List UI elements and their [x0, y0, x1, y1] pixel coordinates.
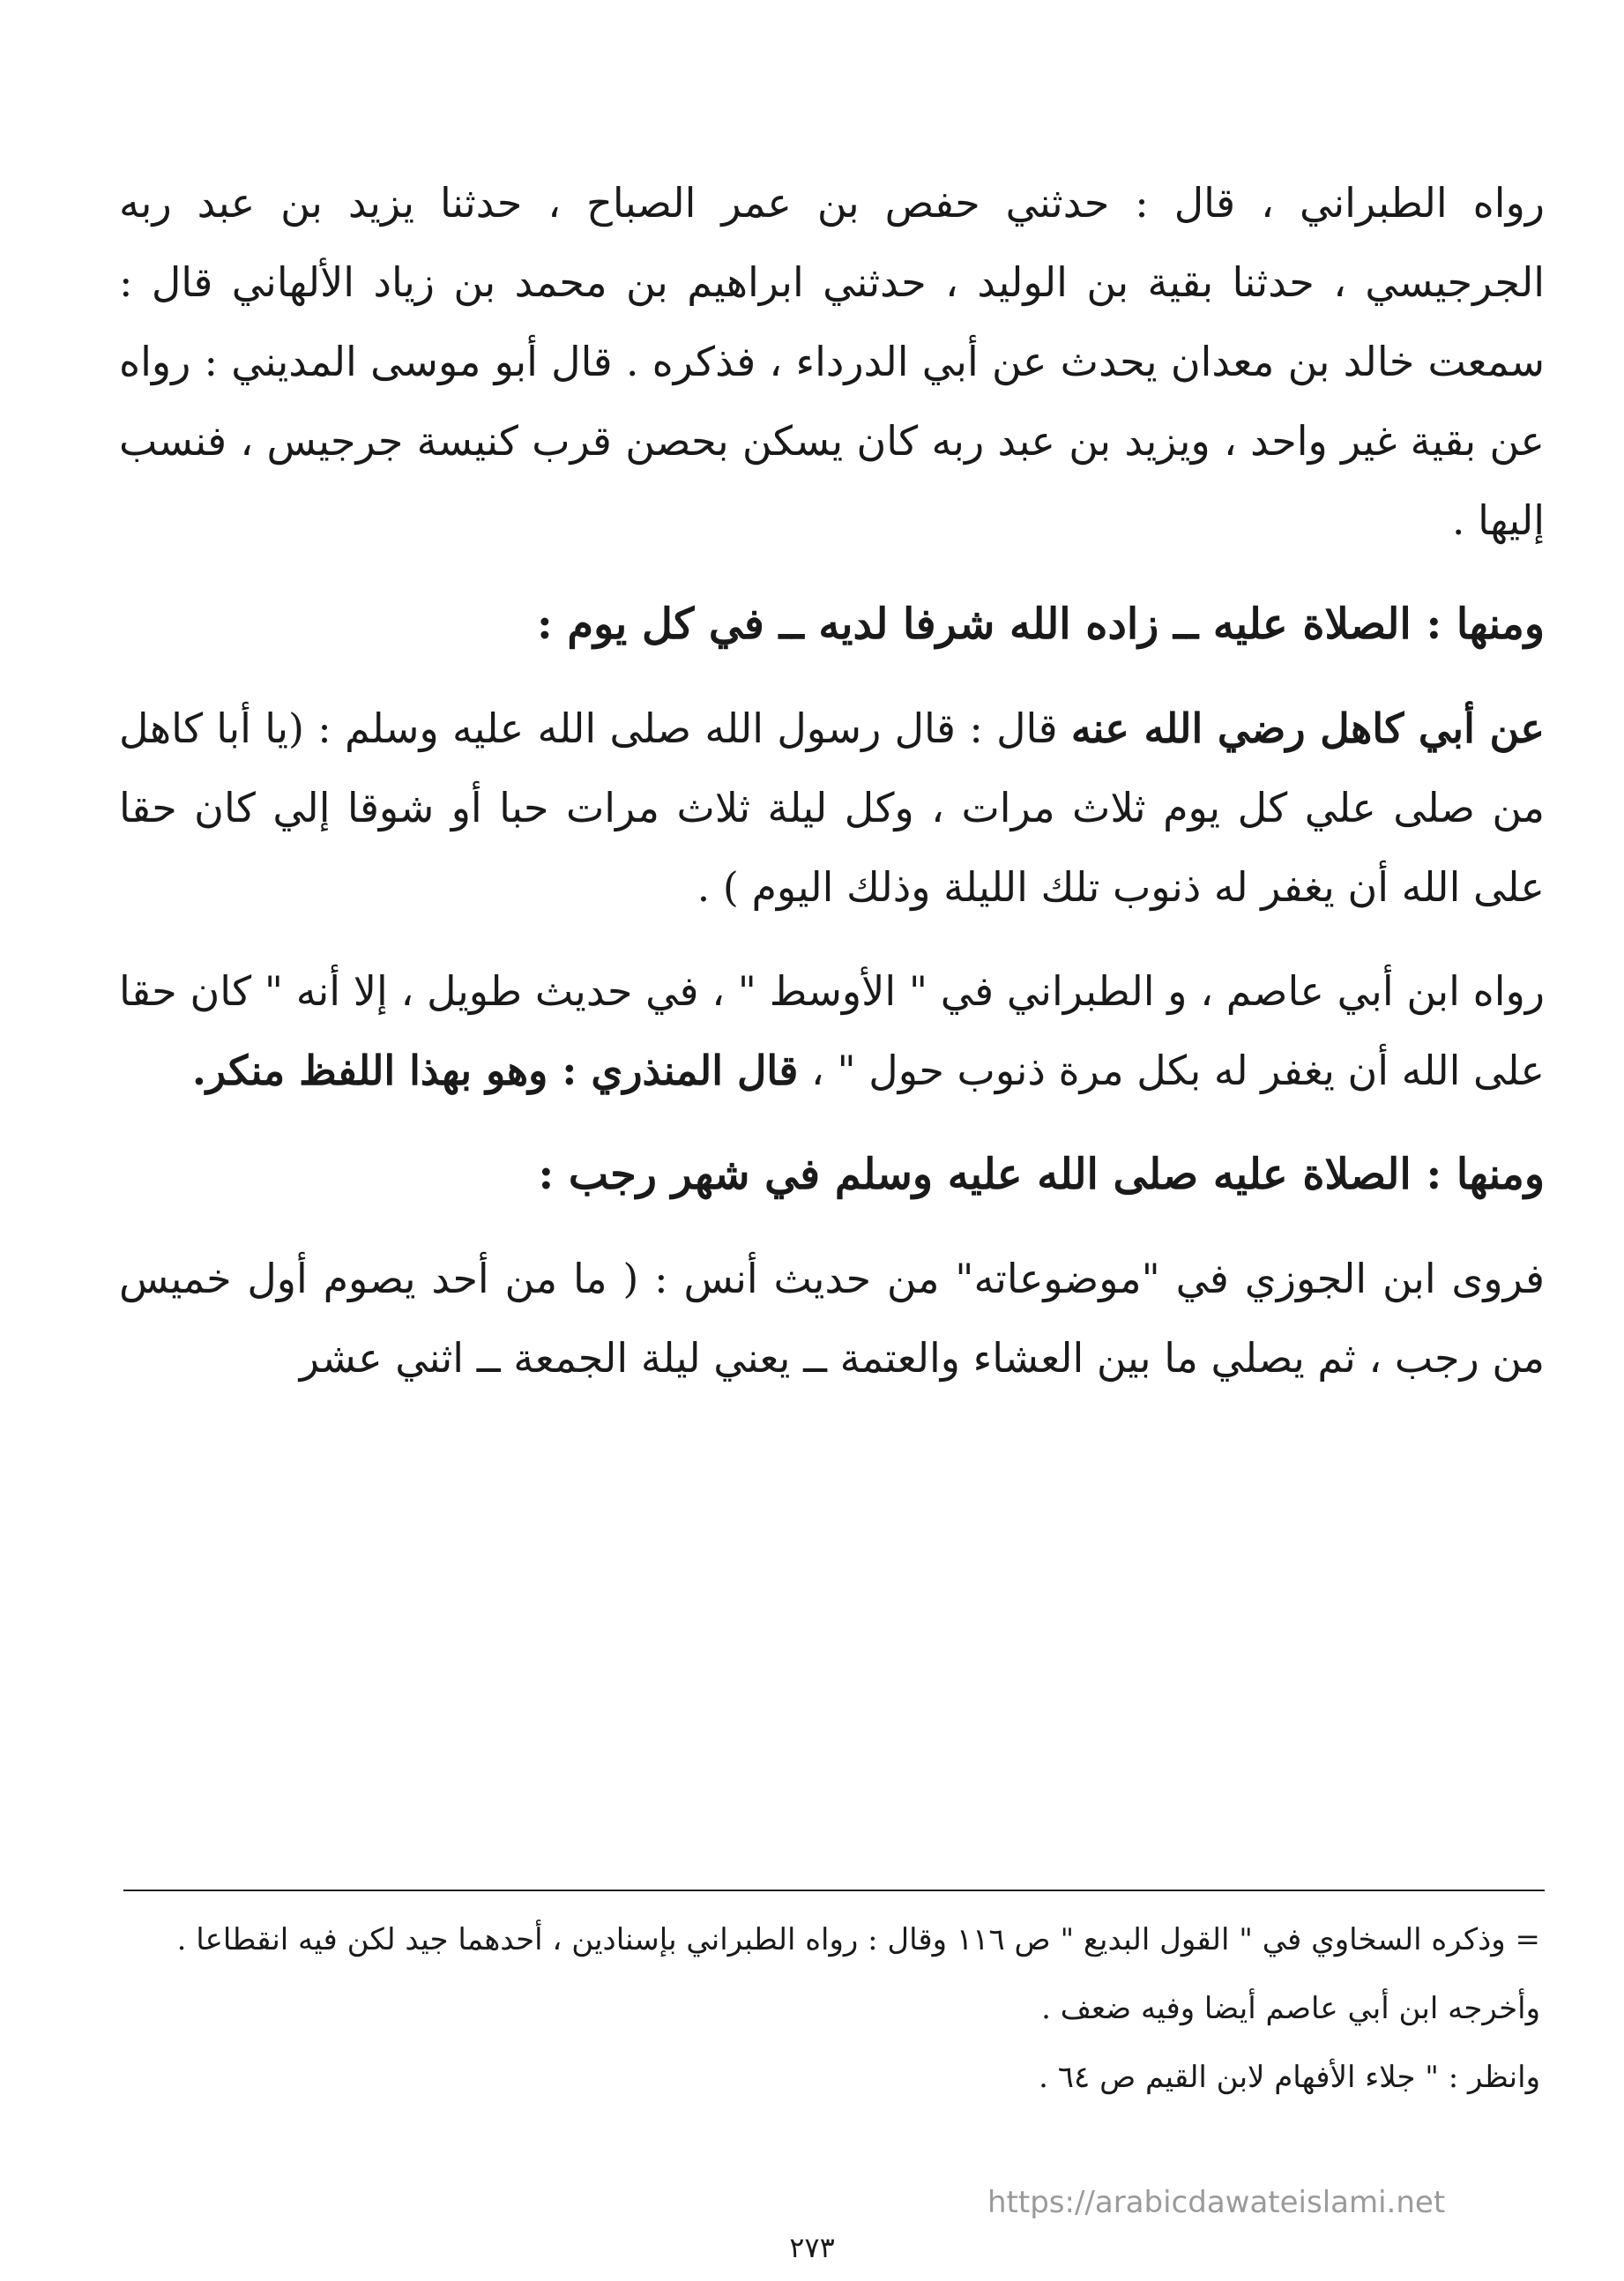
footnote-sakhawi: = وذكره السخاوي في " القول البديع " ص ١١٦ وقال : رواه الطبراني بإسنادين ، أحدهما جيد لكن فيه انقطاعا . [176, 1922, 1540, 1957]
section-heading-rajab: ومنها : الصلاة عليه صلى الله عليه وسلم في شهر رجب : [538, 1150, 1545, 1199]
paragraph-tabarani-narration: رواه الطبراني ، قال : حدثني حفص بن عمر الصباح ، حدثنا يزيد بن عبد ربه الجرجيسي ، حدثنا بقية بن الوليد ، حدثني ابراهيم بن محمد بن زياد الألهاني قال : سمعت خالد بن معدان يحدث عن أبي الدرداء ، فذكره . قال أبو موسى المديني : رواه عن بقية غير واحد ، ويزيد بن عبد ربه كان يسكن بحصن قرب كنيسة جرجيس ، فنسب إليها . [119, 179, 1545, 544]
watermark-url: https://arabicdawateislami.net [987, 2185, 1446, 2220]
hadith-text: قال : قال رسول الله صلى الله عليه وسلم : (يا أبا كاهل من صلى علي كل يوم ثلاث مرات ، وكل ليلة ثلاث مرات حبا أو شوقا إلي كان حقا على الله أن يغفر له ذنوب تلك الليلة وذلك اليوم ) . [119, 704, 1545, 911]
narration-text: رواه ابن أبي عاصم ، و الطبراني في " الأوسط " ، في حديث طويل ، إلا أنه " كان حقا على الله أن يغفر له بكل مرة ذنوب حول " ، [119, 967, 1545, 1094]
paragraph-ibn-abi-asim [119, 951, 1545, 1110]
paragraph-ibn-jawzi: فروى ابن الجوزي في "موضوعاته" من حديث أنس : ( ما من أحد يصوم أول خميس من رجب ، ثم يصلي ما بين العشاء والعتمة ــ يعني ليلة الجمعة ــ اثني عشر [119, 1255, 1545, 1382]
footnote-jala-al-afham: وانظر : " جلاء الأفهام لابن القيم ص ٦٤ . [1039, 2060, 1540, 2095]
main-text [119, 163, 1545, 1398]
footnotes [132, 1912, 1540, 2106]
page-number: ٢٧٣ [789, 2231, 835, 2264]
section-heading-daily: ومنها : الصلاة عليه ــ زاده الله شرفا لديه ــ في كل يوم : [536, 600, 1545, 649]
footnote-ibn-abi-asim: وأخرجه ابن أبي عاصم أيضا وفيه ضعف . [1041, 1991, 1540, 2026]
footnote-divider [123, 1890, 1545, 1891]
paragraph-abu-kahil-hadith [119, 689, 1545, 927]
narrator-bold: عن أبي كاهل رضي الله عنه [1070, 704, 1545, 752]
mundhiri-remark: قال المنذري : وهو بهذا اللفظ منكر. [191, 1047, 799, 1094]
